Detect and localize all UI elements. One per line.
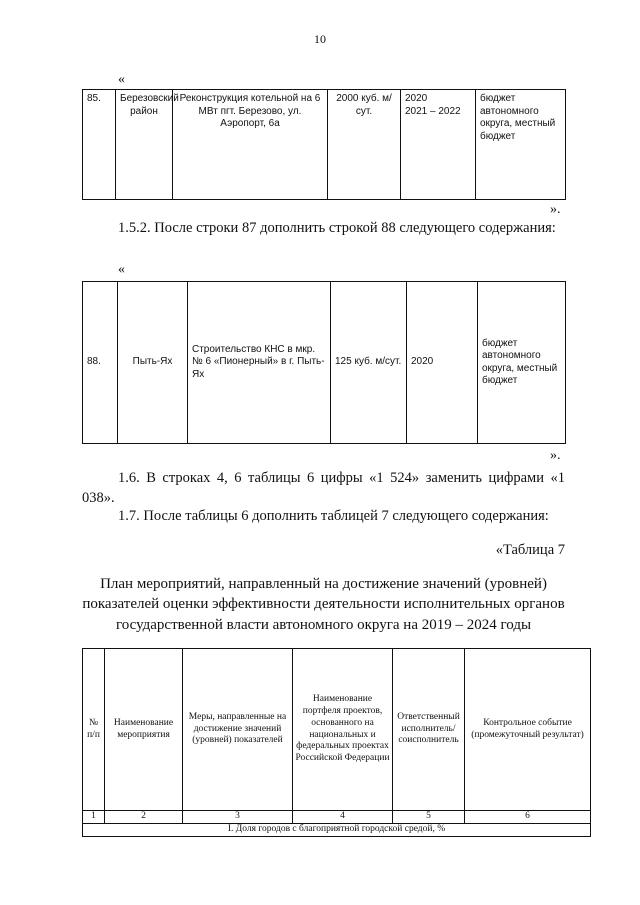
column-number-cell: 2 [105,811,183,824]
row-number: 88. [83,282,118,444]
years-cell [401,90,476,200]
table-row-85 [82,89,566,200]
header-number: № п/п [83,649,105,811]
table-7 [82,648,591,837]
close-quote-2: ». [550,448,561,463]
open-quote-2: « [118,262,125,277]
paragraph-1-7: 1.7. После таблицы 6 дополнить таблицей 7 следующего содержания: [118,508,549,524]
paragraph-1-6: 1.6. В строках 4, 6 таблицы 6 цифры «1 524» заменить цифрами «1 038». [82,470,565,507]
section-row: I. Доля городов с благоприятной городской средой, % [83,823,591,836]
row-number: 85. [83,90,116,200]
funding-source-cell: бюджет автономного округа, местный бюджет [476,90,566,200]
district-cell: Березовский район [116,90,173,200]
event-cell: Строительство КНС в мкр. № 6 «Пионерный» в г. Пыть-Ях [188,282,331,444]
column-number-cell: 6 [465,811,591,824]
year-line-2: 2021 – 2022 [405,105,461,117]
column-number-cell: 3 [183,811,293,824]
year-cell: 2020 [407,282,478,444]
district-cell: Пыть-Ях [118,282,188,444]
table-title: План мероприятий, направленный на достижение значений (уровней) показателей оценки эффективности деятельности исполнительных органов государственной власти автономного округа на 2019 – 2024 годы [82,576,565,633]
header-measures: Меры, направленные на достижение значений (уровней) показателей [183,649,293,811]
header-responsible: Ответственный исполнитель/ соисполнитель [393,649,465,811]
header-control-event: Контрольное событие (промежуточный результат) [465,649,591,811]
column-number-cell: 1 [83,811,105,824]
table-caption: «Таблица 7 [495,542,565,558]
paragraph-1-5-2: 1.5.2. После строки 87 дополнить строкой 88 следующего содержания: [118,220,556,236]
capacity-cell: 125 куб. м/сут. [331,282,407,444]
event-cell: Реконструкция котельной на 6 МВт пгт. Березово, ул. Аэропорт, 6а [173,90,328,200]
close-quote-1: ». [550,202,561,217]
funding-source-cell: бюджет автономного округа, местный бюджет [478,282,566,444]
open-quote-1: « [118,72,125,87]
header-event-name: Наименование мероприятия [105,649,183,811]
capacity-cell: 2000 куб. м/сут. [328,90,401,200]
header-project-portfolio: Наименование портфеля проектов, основанного на национальных и федеральных проектах Российской Федерации [293,649,393,811]
table-row-88 [82,281,566,444]
column-number-cell: 5 [393,811,465,824]
page-number: 10 [314,32,326,46]
column-number-cell: 4 [293,811,393,824]
year-line-1: 2020 [405,93,428,104]
